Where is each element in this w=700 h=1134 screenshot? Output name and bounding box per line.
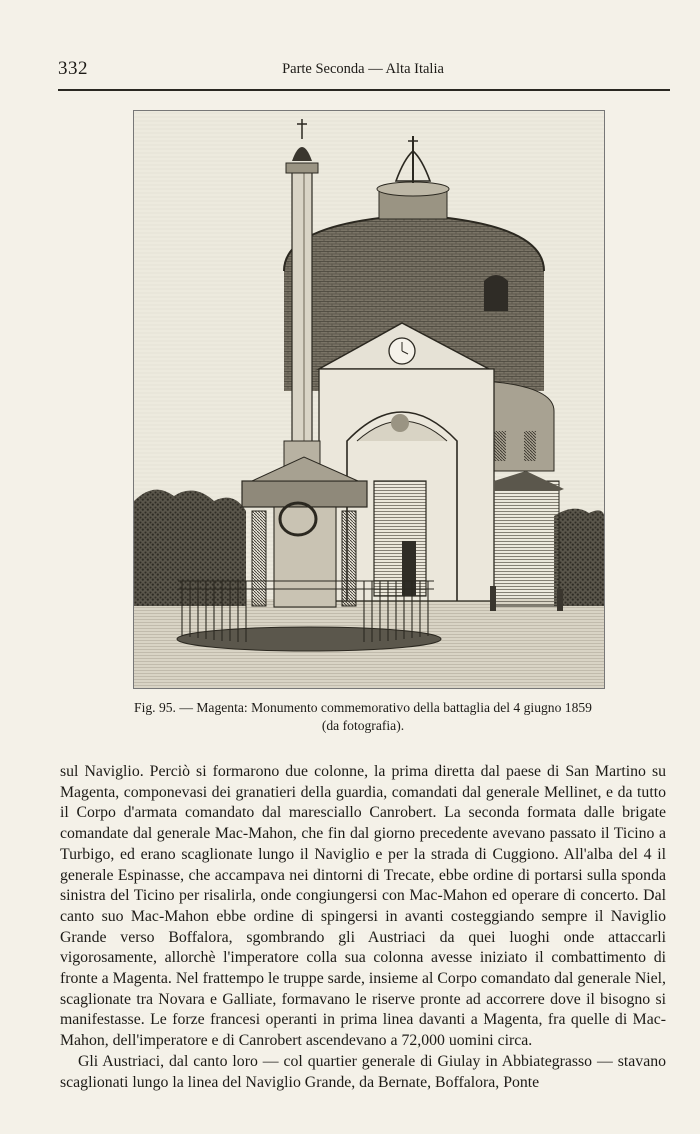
running-title: Parte Seconda — Alta Italia bbox=[282, 61, 444, 77]
header-rule bbox=[58, 89, 670, 91]
caption-line-2: (da fotografia). bbox=[321, 718, 405, 733]
engraving-illustration bbox=[134, 111, 604, 688]
page-number: 332 bbox=[58, 58, 88, 79]
caption-line-1: Fig. 95. — Magenta: Monumento commemorativo della battaglia del 4 giugno 1859 bbox=[134, 700, 592, 715]
page-header bbox=[58, 58, 668, 82]
paragraph-2: Gli Austriaci, dal canto loro — col quartier generale di Giulay in Abbiategrasso — stavano scaglionati lungo la linea del Naviglio Grande, da Bernate, Boffalora, Ponte bbox=[60, 1052, 666, 1091]
paragraph-1: sul Naviglio. Perciò si formarono due colonne, la prima diretta dal paese di San Martino su Magenta, componevasi dei granatieri della guardia, comandati dal generale Mellinet, e da tutto il Corpo d'armata comandato dal maresciallo Canrobert. La seconda formata dalle brigate comandate dal generale Mac-Mahon, che fin dal giorno precedente avevano passato il Ticino a Turbigo, ed erano scaglionate lungo il Naviglio e per la strada di Cuggiono. All'alba del 4 il generale Espinasse, che accampava nei dintorni di Trecate, ebbe ordine di portarsi sulla sponda sinistra del Ticino per risalirla, onde congiungersi con Mac-Mahon ed operare di concerto. Dal canto suo Mac-Mahon ebbe ordine di spingersi in avanti costeggiando sempre il Naviglio Grande verso Boffalora, sgombrando gli Austriaci da quei luoghi onde attaccarli vigorosamente, allorchè l'imperatore colla sua colonna avesse iniziato il combattimento di fronte a Magenta. Nel frattempo le truppe sarde, insieme al Corpo comandato dal generale Niel, scaglionate tra Novara e Galliate, formavano le riserve pronte ad accorrere dove il bisogno si manifestasse. Le forze francesi operanti in prima linea davanti a Magenta, fra quelle di Mac-Mahon, dell'imperatore e di Canrobert ascendevano a 72,000 uomini circa. bbox=[60, 763, 666, 1050]
figure-caption bbox=[60, 699, 666, 735]
figure-engraving bbox=[133, 110, 605, 689]
body-text bbox=[60, 762, 666, 1093]
